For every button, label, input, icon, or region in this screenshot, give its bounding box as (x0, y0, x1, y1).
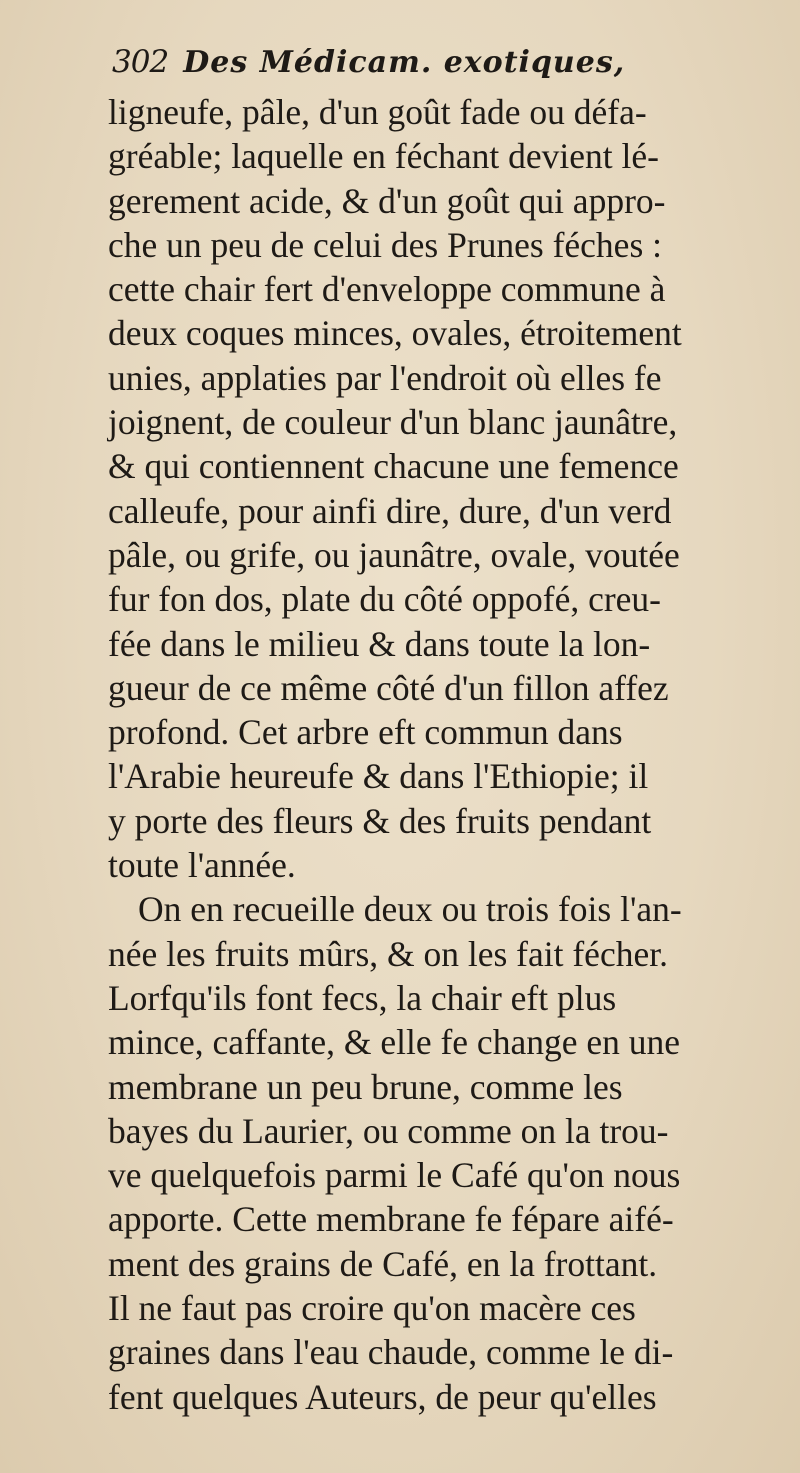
page-header (112, 44, 752, 92)
text-line: gréable; laquelle en féchant devient lé- (108, 136, 659, 177)
text-line: toute l'année. (108, 845, 296, 886)
text-line: née les fruits mûrs, & on les fait fécher. (108, 933, 668, 974)
page-number: 302 (112, 44, 169, 80)
text-line: calleufe, pour ainfi dire, dure, d'un verd (108, 490, 672, 531)
text-line: ligneufe, pâle, d'un goût fade ou défa- (108, 92, 647, 132)
text-line: deux coques minces, ovales, étroitement (108, 313, 682, 354)
text-line: & qui contiennent chacune une femence (108, 446, 679, 487)
text-line: ve quelquefois parmi le Café qu'on nous (108, 1155, 681, 1196)
text-line: graines dans l'eau chaude, comme le di- (108, 1332, 674, 1373)
text-line: unies, applaties par l'endroit où elles fe (108, 357, 662, 398)
text-line: y porte des fleurs & des fruits pendant (108, 800, 652, 841)
text-line: Il ne faut pas croire qu'on macère ces (108, 1288, 636, 1329)
text-line: gueur de ce même côté d'un fillon affez (108, 667, 669, 708)
text-line: fée dans le milieu & dans toute la lon- (108, 623, 651, 664)
running-head: Des Médicam. exotiques, (183, 45, 626, 80)
text-line: Lorfqu'ils font fecs, la chair eft plus (108, 977, 617, 1018)
body-text (108, 90, 768, 1419)
text-line: l'Arabie heureufe & dans l'Ethiopie; il (108, 756, 649, 797)
text-line: gerement acide, & d'un goût qui appro- (108, 180, 666, 221)
text-line: mince, caffante, & elle fe change en une (108, 1022, 680, 1063)
text-line: joignent, de couleur d'un blanc jaunâtre, (108, 402, 678, 443)
text-line: apporte. Cette membrane fe fépare aifé- (108, 1199, 674, 1240)
text-line: fent quelques Auteurs, de peur qu'elles (108, 1376, 657, 1417)
text-line: pâle, ou grife, ou jaunâtre, ovale, voutée (108, 534, 680, 575)
paragraph-start-line: On en recueille deux ou trois fois l'an- (138, 889, 682, 930)
text-line: ment des grains de Café, en la frottant. (108, 1243, 658, 1284)
text-line: fur fon dos, plate du côté oppofé, creu- (108, 579, 662, 620)
text-line: bayes du Laurier, ou comme on la trou- (108, 1110, 669, 1151)
text-line: membrane un peu brune, comme les (108, 1066, 623, 1107)
text-line: cette chair fert d'enveloppe commune à (108, 269, 666, 310)
text-line: profond. Cet arbre eft commun dans (108, 712, 623, 753)
text-line: che un peu de celui des Prunes féches : (108, 224, 662, 265)
